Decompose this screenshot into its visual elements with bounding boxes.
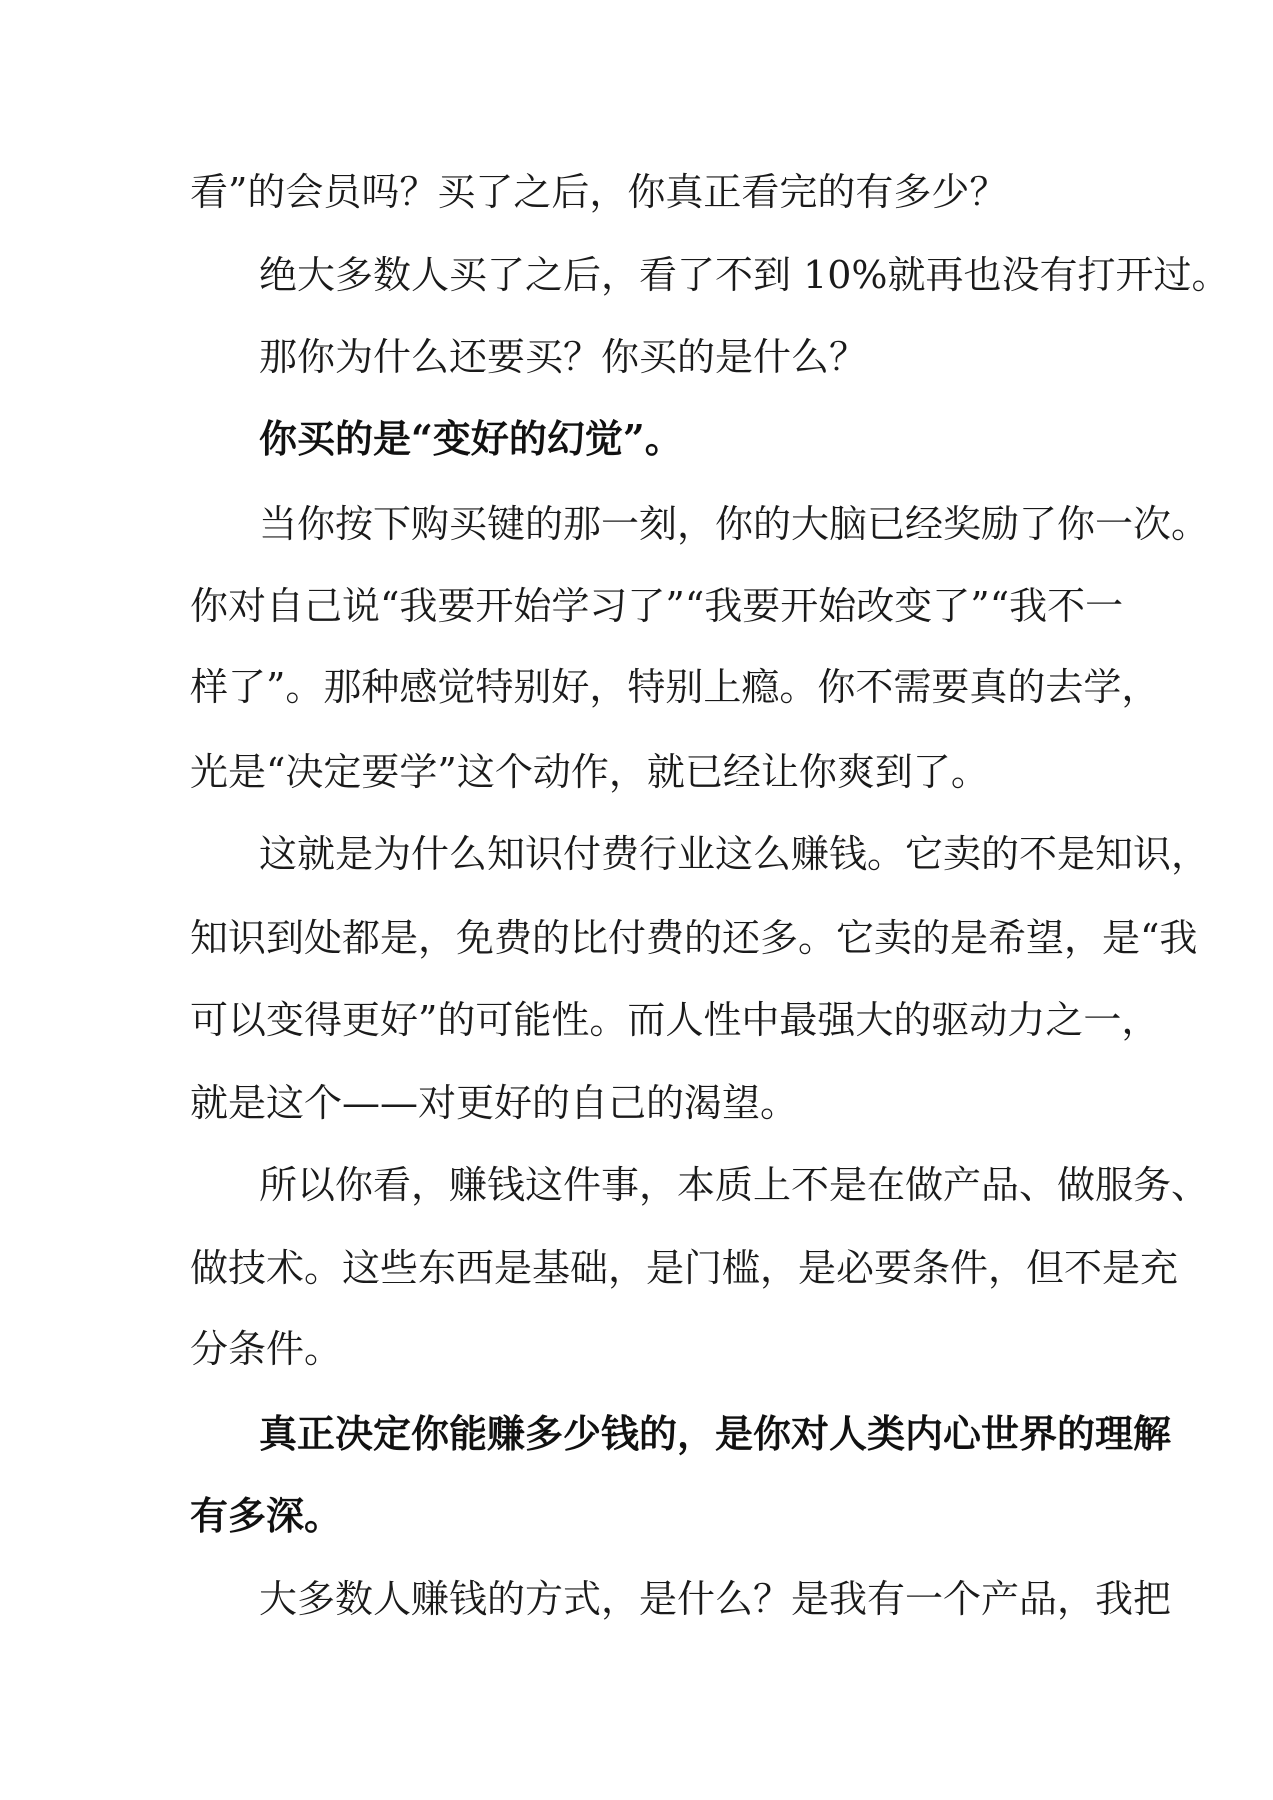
text-line: 绝大多数人买了之后，看了不到 10%就再也没有打开过。 — [259, 253, 1230, 297]
text-line: 知识到处都是，免费的比付费的还多。它卖的是希望，是“我 — [190, 916, 1198, 960]
text-line: 光是“决定要学”这个动作，就已经让你爽到了。 — [190, 750, 989, 794]
text-line: 你对自己说“我要开始学习了”“我要开始改变了”“我不一 — [190, 584, 1124, 628]
bold-text-line: 你买的是“变好的幻觉”。 — [259, 416, 683, 461]
text-line: 大多数人赚钱的方式，是什么？是我有一个产品，我把 — [259, 1577, 1172, 1621]
text-line: 那你为什么还要买？你买的是什么？ — [259, 335, 868, 379]
bold-text-line: 有多深。 — [190, 1493, 343, 1538]
text-line: 分条件。 — [190, 1327, 343, 1371]
text-line: 所以你看，赚钱这件事，本质上不是在做产品、做服务、 — [259, 1163, 1210, 1207]
text-line: 可以变得更好”的可能性。而人性中最强大的驱动力之一， — [190, 998, 1160, 1042]
bold-text-line: 真正决定你能赚多少钱的，是你对人类内心世界的理解 — [259, 1411, 1172, 1456]
text-line: 样了”。那种感觉特别好，特别上瘾。你不需要真的去学， — [190, 665, 1160, 709]
text-line: 当你按下购买键的那一刻，你的大脑已经奖励了你一次。 — [259, 502, 1210, 546]
text-line: 看”的会员吗？买了之后，你真正看完的有多少？ — [190, 170, 1008, 214]
text-line: 就是这个——对更好的自己的渴望。 — [190, 1081, 799, 1125]
text-line: 这就是为什么知识付费行业这么赚钱。它卖的不是知识， — [259, 832, 1210, 876]
text-line: 做技术。这些东西是基础，是门槛，是必要条件，但不是充 — [190, 1246, 1179, 1290]
